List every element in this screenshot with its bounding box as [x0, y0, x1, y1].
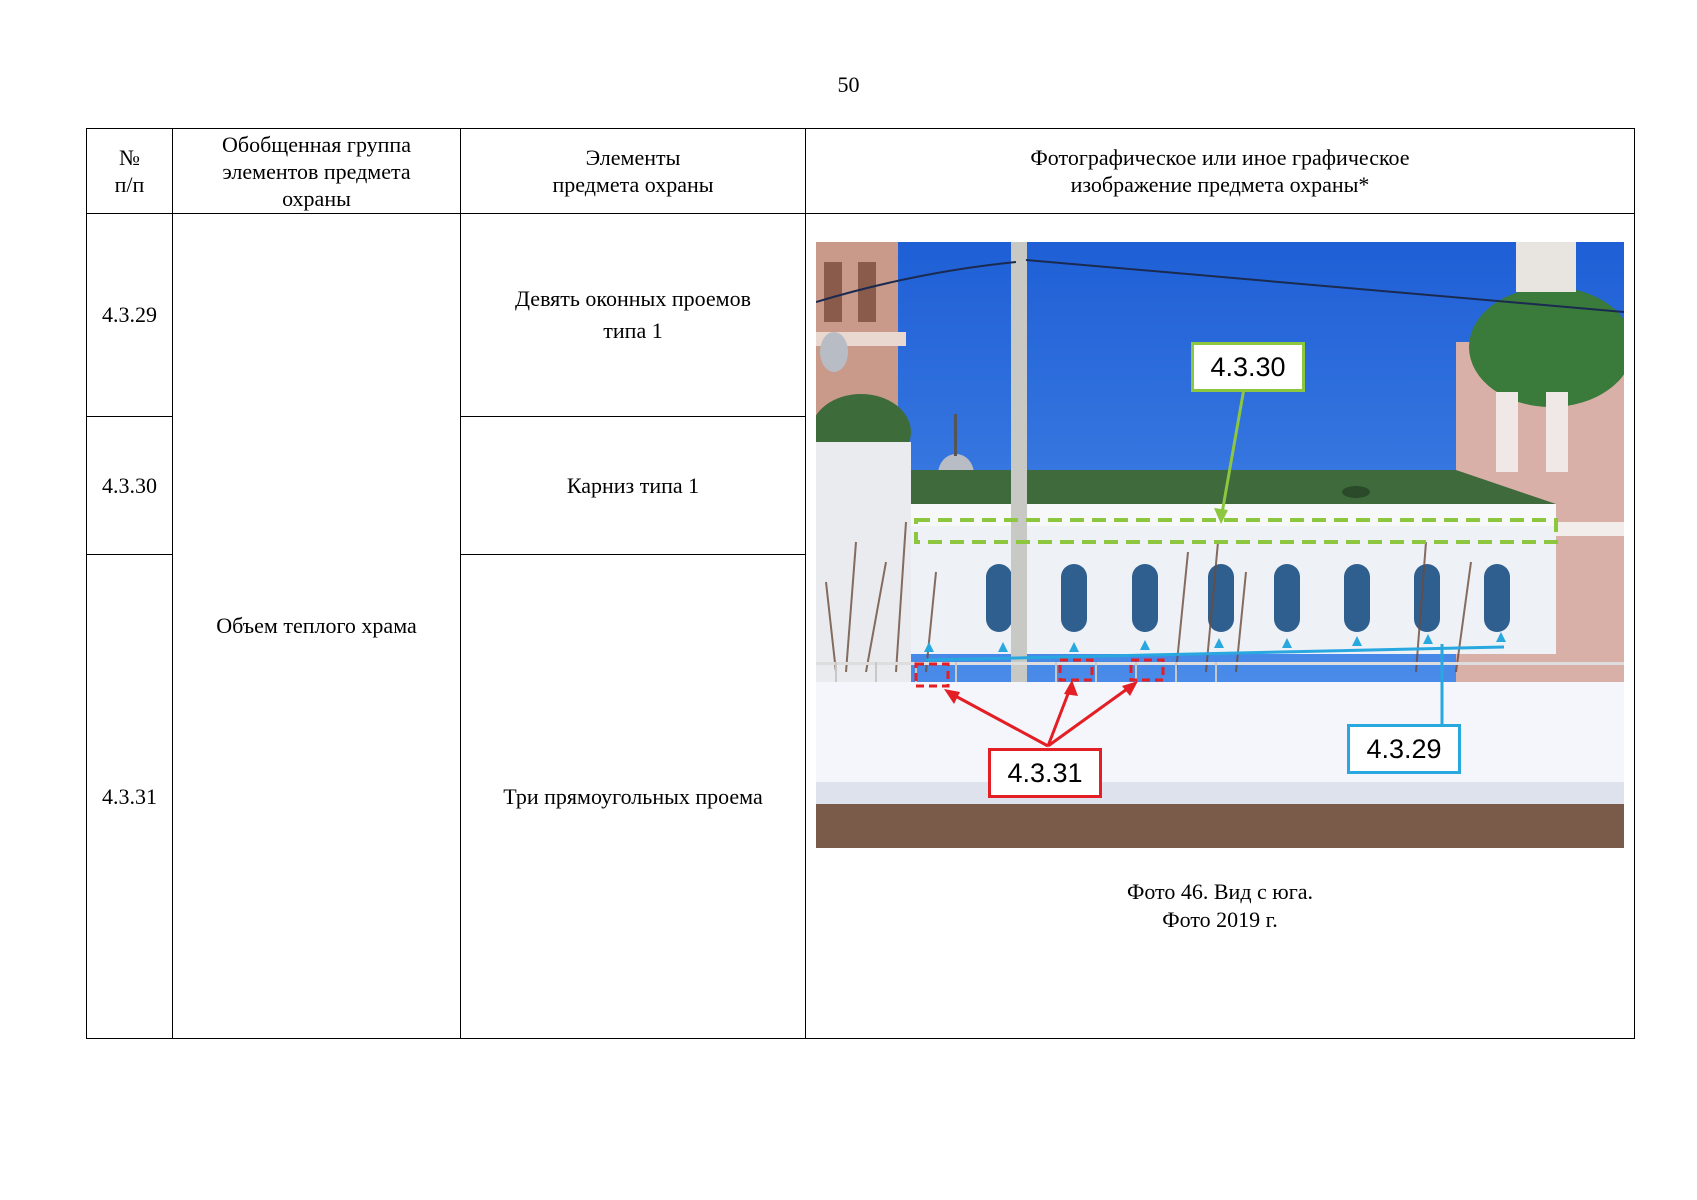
- road: [816, 802, 1624, 848]
- row-num: 4.3.31: [87, 555, 173, 1039]
- photo: [816, 242, 1624, 848]
- protection-table: [86, 128, 1635, 1039]
- page-number: 50: [837, 72, 860, 97]
- utility-pole: [1011, 242, 1027, 722]
- row-num: 4.3.30: [87, 417, 173, 555]
- group-name: Объем теплого храма: [173, 214, 461, 1039]
- row-num: 4.3.29: [87, 214, 173, 417]
- row-element: Три прямоугольных проема: [461, 555, 806, 1039]
- photo-cell: [806, 214, 1635, 1039]
- callout-openings: 4.3.31: [988, 748, 1102, 798]
- row-element: Карниз типа 1: [461, 417, 806, 555]
- header-image: Фотографическое или иное графическое изображение предмета охраны*: [806, 129, 1635, 214]
- callout-windows: 4.3.29: [1347, 724, 1461, 774]
- photo-caption: Фото 46. Вид с юга. Фото 2019 г.: [1126, 879, 1314, 932]
- table-header-row: [87, 129, 1635, 214]
- church-photo: [816, 242, 1624, 848]
- church-roof: [911, 470, 1556, 504]
- header-group: Обобщенная группа элементов предмета охраны: [173, 129, 461, 214]
- callout-cornice: 4.3.30: [1191, 342, 1305, 392]
- header-num: № п/п: [87, 129, 173, 214]
- table-row: [87, 214, 1635, 417]
- header-elements: Элементы предмета охраны: [461, 129, 806, 214]
- row-element: Девять оконных проемов типа 1: [461, 214, 806, 417]
